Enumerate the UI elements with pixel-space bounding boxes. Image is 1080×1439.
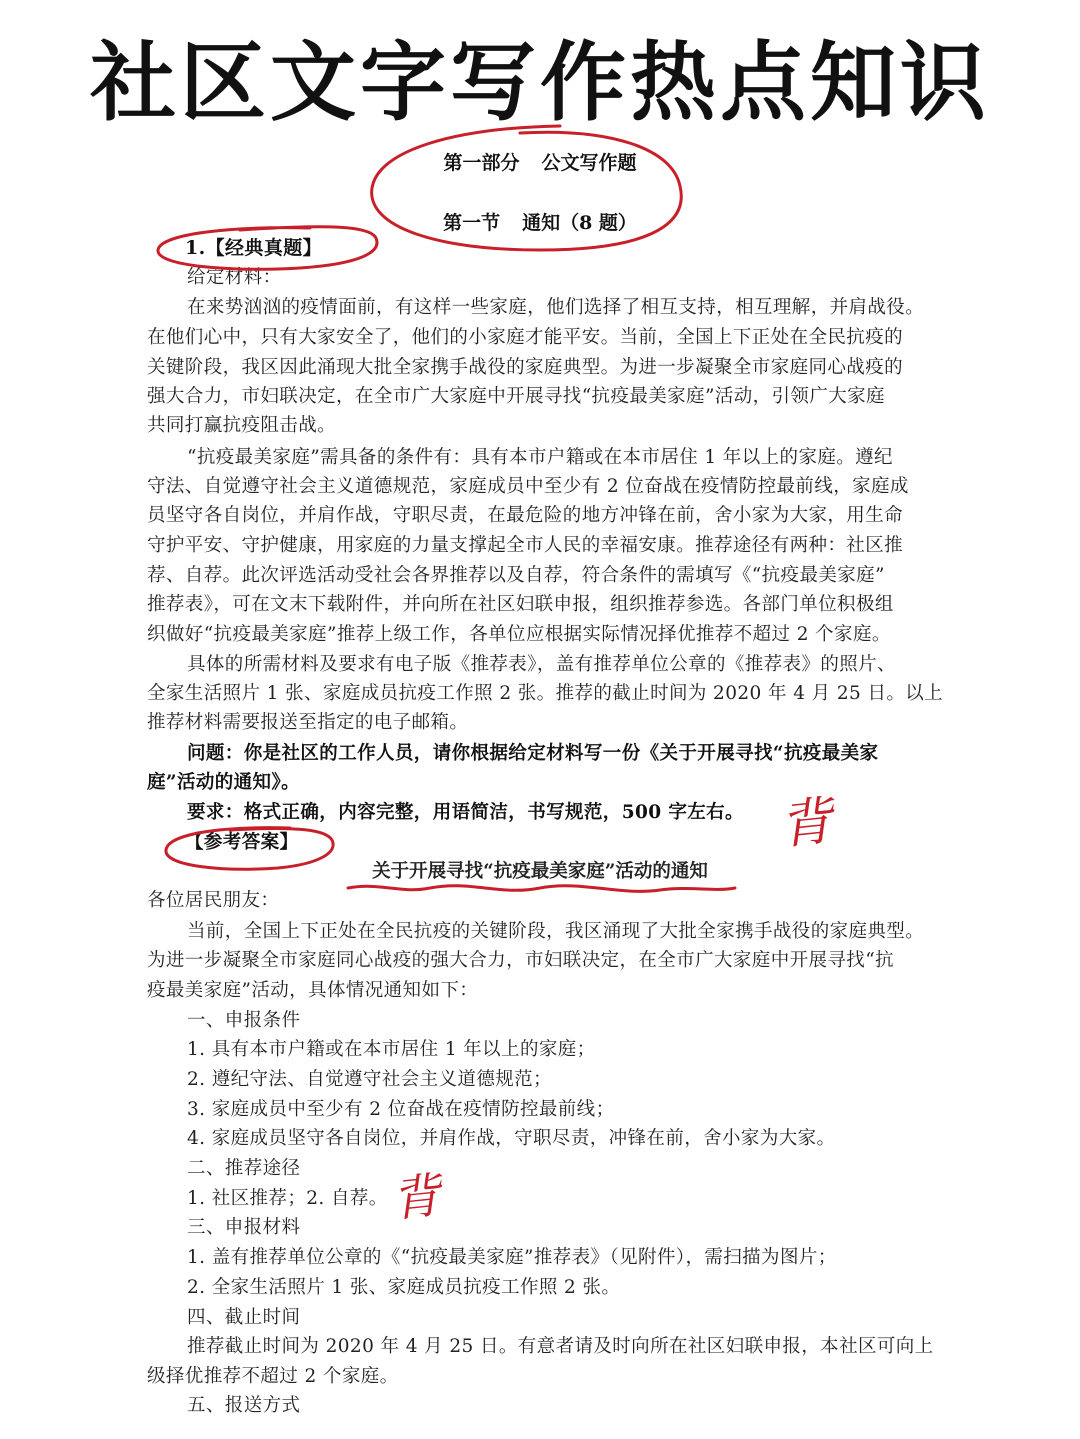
- answer-line: 3. 家庭成员中至少有 2 位奋战在疫情防控最前线；: [187, 1099, 615, 1120]
- page-title: 社区文字写作热点知识: [90, 33, 990, 133]
- answer-line: 4. 家庭成员坚守各自岗位，并肩作战，守职尽责，冲锋在前，舍小家为大家。: [187, 1128, 836, 1149]
- salutation: 各位居民朋友：: [147, 890, 280, 911]
- material-line: 强大合力，市妇联决定，在全市广大家庭中开展寻找“抗疫最美家庭”活动，引领广大家庭: [147, 386, 885, 407]
- answer-line: 1. 盖有推荐单位公章的《“抗疫最美家庭”推荐表》（见附件），需扫描为图片；: [187, 1247, 837, 1268]
- material-line: “抗疫最美家庭”需具备的条件有：具有本市户籍或在本市居住 1 年以上的家庭。遵纪: [187, 447, 893, 468]
- answer-line: 一、申报条件: [187, 1010, 301, 1031]
- answer-line: 2. 全家生活照片 1 张、家庭成员抗疫工作照 2 张。: [187, 1277, 621, 1298]
- material-line: 在他们心中，只有大家安全了，他们的小家庭才能平安。当前，全国上下正处在全民抗疫的: [147, 327, 904, 348]
- material-line: 全家生活照片 1 张、家庭成员抗疫工作照 2 张。推荐的截止时间为 2020 年 4 月 25 日。以上: [147, 683, 944, 704]
- answer-line: 三、申报材料: [187, 1217, 301, 1238]
- material-line: 荐、自荐。此次评选活动受社会各界推荐以及自荐，符合条件的需填写《“抗疫最美家庭”: [147, 565, 885, 586]
- material-line: 具体的所需材料及要求有电子版《推荐表》，盖有推荐单位公章的《推荐表》的照片、: [187, 654, 896, 675]
- answer-line: 1. 社区推荐；2. 自荐。: [187, 1188, 388, 1209]
- question-requirement: 要求：格式正确，内容完整，用语简洁，书写规范，500 字左右。: [187, 802, 744, 823]
- section-number: 第一节: [443, 212, 501, 234]
- material-line: 守法、自觉遵守社会主义道德规范，家庭成员中至少有 2 位奋战在疫情防控最前线，家庭成: [147, 476, 909, 497]
- answer-line: 推荐截止时间为 2020 年 4 月 25 日。有意者请及时向所在社区妇联申报，本社区可向上: [187, 1336, 934, 1357]
- section-name: 通知（8 题）: [522, 212, 637, 234]
- answer-line: 1. 具有本市户籍或在本市居住 1 年以上的家庭；: [187, 1039, 596, 1060]
- material-line: 守护平安、守护健康，用家庭的力量支撑起全市人民的幸福安康。推荐途径有两种：社区推: [147, 535, 904, 556]
- material-line: 推荐材料需要报送至指定的电子邮箱。: [147, 712, 469, 733]
- answer-line: 2. 遵纪守法、自觉遵守社会主义道德规范；: [187, 1069, 552, 1090]
- part-name: 公文写作题: [541, 152, 637, 174]
- question-text: 庭”活动的通知》。: [147, 772, 300, 793]
- material-line: 员坚守各自岗位，并肩作战，守职尽责，在最危险的地方冲锋在前，舍小家为大家，用生命: [147, 505, 904, 526]
- material-line: 在来势汹汹的疫情面前，有这样一些家庭，他们选择了相互支持，相互理解，并肩战役。: [187, 297, 925, 318]
- part-number: 第一部分: [443, 152, 520, 174]
- notice-title-text: 关于开展寻找“抗疫最美家庭”活动的通知: [372, 861, 708, 882]
- section-heading: [0, 208, 1080, 235]
- question-text: 问题：你是社区的工作人员，请你根据给定材料写一份《关于开展寻找“抗疫最美家: [187, 743, 879, 764]
- answer-line: 为进一步凝聚全市家庭同心战疫的强大合力，市妇联决定，在全市广大家庭中开展寻找“抗: [147, 950, 894, 971]
- memorize-mark: 背: [777, 791, 836, 857]
- material-line: 共同打赢抗疫阻击战。: [147, 415, 337, 436]
- answer-line: 四、截止时间: [187, 1307, 301, 1328]
- answer-line: 二、推荐途径: [187, 1158, 301, 1179]
- part-heading: [0, 148, 1080, 175]
- material-line: 织做好“抗疫最美家庭”推荐上级工作，各单位应根据实际情况择优推荐不超过 2 个家庭。: [147, 624, 891, 645]
- question-label: 1.【经典真题】: [185, 237, 323, 259]
- material-label: 给定材料：: [187, 267, 282, 288]
- answer-line: 五、报送方式: [187, 1395, 301, 1416]
- material-line: 关键阶段，我区因此涌现大批全家携手战役的家庭典型。为进一步凝聚全市家庭同心战疫的: [147, 357, 904, 378]
- answer-line: 疫最美家庭”活动，具体情况通知如下：: [147, 980, 479, 1001]
- answer-line: 当前，全国上下正处在全民抗疫的关键阶段，我区涌现了大批全家携手战役的家庭典型。: [187, 921, 925, 942]
- answer-label: 【参考答案】: [185, 832, 299, 853]
- memorize-mark: 背: [389, 1167, 443, 1229]
- answer-line: 级择优推荐不超过 2 个家庭。: [147, 1366, 399, 1387]
- material-line: 推荐表》，可在文末下载附件，并向所在社区妇联申报，组织推荐参选。各部门单位积极组: [147, 594, 894, 615]
- notice-title: [0, 857, 1080, 887]
